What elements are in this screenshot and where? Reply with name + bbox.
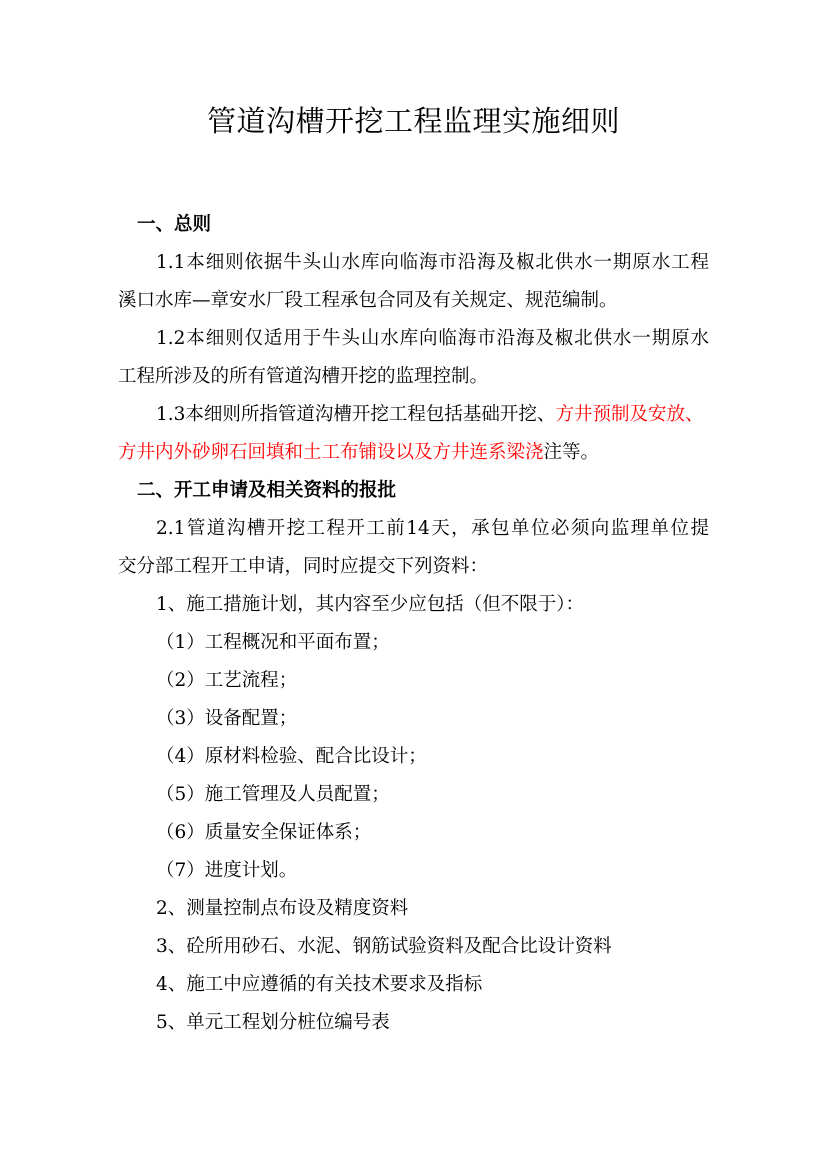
paragraph-1-2-line-2: 工程所涉及的所有管道沟槽开挖的监理控制。: [118, 366, 489, 387]
list-item: （2）工艺流程；: [156, 670, 298, 691]
list-item: 4、施工中应遵循的有关技术要求及指标: [156, 974, 483, 995]
list-item: （4）原材料检验、配合比设计；: [156, 746, 427, 767]
paragraph-1-3-highlight: 方井预制及安放、: [555, 404, 704, 425]
paragraph-2-1-line-2: 交分部工程开工申请，同时应提交下列资料：: [118, 556, 489, 577]
list-item: （3）设备配置；: [156, 708, 298, 729]
paragraph-2-1-line-1: 2.1管道沟槽开挖工程开工前14天，承包单位必须向监理单位提: [156, 518, 709, 539]
section-heading-application: 二、开工申请及相关资料的报批: [137, 480, 397, 501]
document-title: 管道沟槽开挖工程监理实施细则: [206, 104, 620, 138]
paragraph-1-3-text: 1.3本细则所指管道沟槽开挖工程包括基础开挖、: [156, 404, 556, 425]
list-item: 2、测量控制点布设及精度资料: [156, 898, 409, 919]
list-item: 3、砼所用砂石、水泥、钢筋试验资料及配合比设计资料: [156, 936, 612, 957]
paragraph-1-3-line-1: [156, 401, 703, 429]
list-item: （7）进度计划。: [156, 860, 298, 881]
list-item: （5）施工管理及人员配置；: [156, 784, 390, 805]
paragraph-1-3-line-2: [118, 439, 599, 467]
list-item: （1）工程概况和平面布置；: [156, 632, 390, 653]
paragraph-1-1-line-1: 1.1本细则依据牛头山水库向临海市沿海及椒北供水一期原水工程: [156, 252, 709, 273]
list-item: （6）质量安全保证体系；: [156, 822, 372, 843]
list-item: 5、单元工程划分桩位编号表: [156, 1012, 390, 1033]
paragraph-1-1-line-2: 溪口水库—章安水厂段工程承包合同及有关规定、规范编制。: [118, 290, 618, 311]
paragraph-1-3-text-end: 注等。: [543, 442, 600, 463]
paragraph-1-2-line-1: 1.2本细则仅适用于牛头山水库向临海市沿海及椒北供水一期原水: [156, 328, 709, 349]
list-item: 1、施工措施计划，其内容至少应包括（但不限于）：: [156, 594, 585, 615]
paragraph-1-3-highlight-cont: 方井内外砂卵石回填和土工布铺设以及方井连系梁浇: [118, 442, 544, 463]
section-heading-general: 一、总则: [137, 214, 212, 235]
